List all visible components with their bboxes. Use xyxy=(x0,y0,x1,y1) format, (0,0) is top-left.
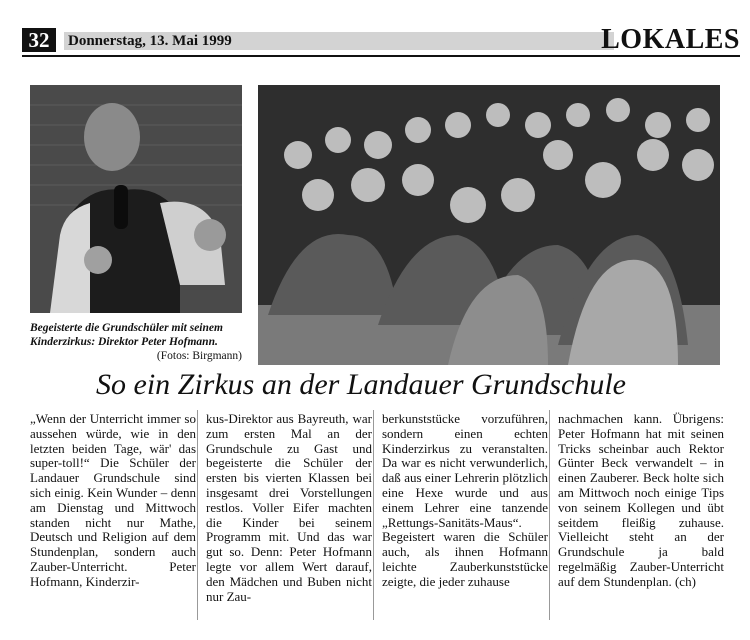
header-rule xyxy=(22,55,740,57)
article-column-3: berkunststücke vorzuführen, sondern einen echten Kinderzirkus zu veranstalten. Da war es nicht verwunderlich, daß aus einer Lehrerin plötzlich eine Hexe wurde und aus einem Lehrer eine tanzende „Rettungs-Sanitäts-Maus“. Begeistert waren die Schüler auch, als ihnen Hofmann leichte Zauberkunststücke zeigte, die jeder zuhause xyxy=(382,411,548,589)
magician-photo-icon xyxy=(30,85,242,313)
caption-text: Begeisterte die Grundschüler mit seinem Kinderzirkus: Direktor Peter Hofmann. xyxy=(30,322,223,348)
article-column-4: nachmachen kann. Übrigens: Peter Hofmann hat mit seinen Tricks scheinbar auch Rektor Günter Beck verwandelt – in einen Zauberer. Beck holte sich am Mittwoch noch einige Tips von seinem Kollegen und übt seitdem fleißig zuhause. Vielleicht steht an der Grundschule ja bald regelmäßig Zauber-Unterricht auf dem Stundenplan. (ch) xyxy=(558,411,724,589)
column-divider xyxy=(549,410,550,620)
photo-credit: (Fotos: Birgmann) xyxy=(156,350,242,362)
column-divider xyxy=(197,410,198,620)
article-column-1: „Wenn der Unterricht immer so aussehen würde, wie in den letzten beiden Tage, wär' das super-toll!“ Die Schüler der Landauer Grundschule sind sich einig. Kein Wunder – denn am Dienstag und Mittwoch standen nicht nur Mathe, Deutsch und Religion auf dem Stundenplan, sondern auch Zauber-Unterricht. Peter Hofmann, Kinderzir- xyxy=(30,411,196,589)
date-line: Donnerstag, 13. Mai 1999 xyxy=(64,32,614,50)
photo-caption xyxy=(30,321,242,363)
children-audience-photo-icon xyxy=(258,85,720,365)
article-column-2: kus-Direktor aus Bayreuth, war zum ersten Mal an der Grundschule zu Gast und begeisterte die Schüler der ersten bis vierten Klassen bei insgesamt drei Vorstellungen restlos. Voller Eifer machten die Kinder bei seinem Programm mit. Und das war gut so. Denn: Peter Hofmann legte vor allem Wert darauf, den Mädchen und Buben nicht nur Zau- xyxy=(206,411,372,604)
section-title: LOKALES xyxy=(601,24,740,55)
photo-children xyxy=(258,85,720,365)
column-divider xyxy=(373,410,374,620)
page-number: 32 xyxy=(22,28,56,52)
article-headline: So ein Zirkus an der Landauer Grundschule xyxy=(96,368,626,401)
photo-magician xyxy=(30,85,242,313)
